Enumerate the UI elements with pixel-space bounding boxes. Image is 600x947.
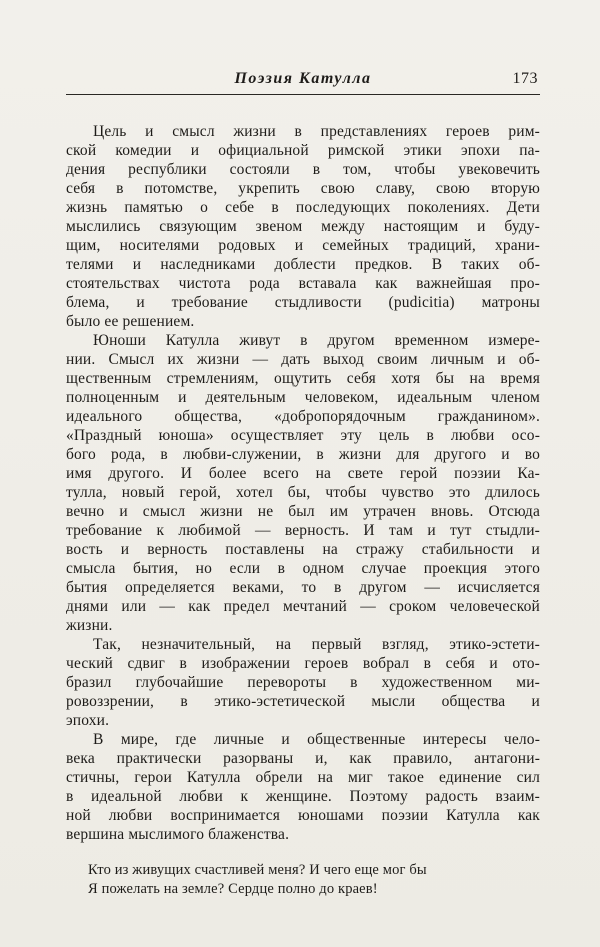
text-line: имя другого. И более всего на свете герой поэзии Ка- — [66, 465, 540, 482]
text-line: жизни. — [66, 617, 113, 634]
text-line: щим, носителями родовых и семейных традиций, храни- — [66, 237, 540, 254]
text-line: вечно и смысл жизни не был им утрачен вновь. Отсюда — [66, 503, 540, 520]
text-line: дения республики состояли в том, чтобы увековечить — [66, 161, 540, 178]
page-number: 173 — [512, 70, 538, 87]
running-title: Поэзия Катулла — [234, 70, 372, 87]
page-header — [66, 70, 540, 95]
text-line: требование к любимой — верность. И там и тут стыдли- — [66, 522, 540, 539]
text-line: телями и наследниками доблести предков. В таких об- — [66, 256, 540, 273]
text-line: бытия определяется веками, то в другом — исчисляется — [66, 579, 540, 596]
text-block — [66, 122, 540, 899]
text-line: Так, незначительный, на первый взгляд, этико-эстети- — [93, 636, 540, 653]
paragraph — [66, 635, 540, 730]
paragraph — [66, 122, 540, 331]
text-line: блема, и требование стыдливости (pudicitia) матроны — [66, 294, 540, 311]
text-line: было ее решением. — [66, 313, 195, 330]
text-line: смысла бытия, но если в одном случае проекция этого — [66, 560, 540, 577]
text-line: в идеальной любви к женщине. Поэтому радость взаим- — [66, 788, 540, 805]
text-line: полноценным и деятельным человеком, идеальным членом — [66, 389, 540, 406]
text-line: В мире, где личные и общественные интересы чело- — [93, 731, 540, 748]
text-line: днями или — как предел мечтаний — сроком человеческой — [66, 598, 540, 615]
text-line: мыслились связующим звеном между настоящим и буду- — [66, 218, 540, 235]
text-line: эпохи. — [66, 712, 110, 729]
text-line: тулла, новый герой, хотел бы, чтобы чувство это длилось — [66, 484, 540, 501]
text-line: стоятельствах чистота рода вставала как важнейшая про- — [66, 275, 540, 292]
text-line: стичны, герои Катулла обрели на миг такое единение сил — [66, 769, 540, 786]
text-line: себя в потомстве, укрепить свою славу, свою вторую — [66, 180, 540, 197]
paragraph — [66, 331, 540, 635]
paragraph — [66, 730, 540, 844]
text-line: Я пожелать на земле? Сердце полно до краев! — [88, 881, 378, 897]
text-line: щественным стремлениям, ощутить себя хотя бы на время — [66, 370, 540, 387]
text-line: бразил глубочайшие перевороты в художественном ми- — [66, 674, 540, 691]
text-line: вость и верность поставлены на стражу стабильности и — [66, 541, 540, 558]
text-line: ческий сдвиг в изображении героев вобрал в себя и ото- — [66, 655, 540, 672]
text-line: Юноши Катулла живут в другом временном измере- — [93, 332, 540, 349]
verse-quote — [66, 861, 540, 899]
text-line: Кто из живущих счастливей меня? И чего еще мог бы — [88, 862, 427, 878]
text-line: ной любви воспринимается юношами поэзии Катулла как — [66, 807, 540, 824]
text-line: Цель и смысл жизни в представлениях героев рим- — [93, 123, 540, 140]
text-line: ровоззрении, в этико-эстетической мысли общества и — [66, 693, 540, 710]
text-line: «Праздный юноша» осуществляет эту цель в любви осо- — [66, 427, 540, 444]
text-line: нии. Смысл их жизни — дать выход своим личным и об- — [66, 351, 540, 368]
text-line: жизнь памятью о себе в последующих поколениях. Дети — [66, 199, 540, 216]
text-line: вершина мыслимого блаженства. — [66, 826, 290, 843]
text-line: века практически разорваны и, как правило, антагони- — [66, 750, 540, 767]
text-line: бого рода, в любви-служении, в жизни для другого и во — [66, 446, 540, 463]
text-line: ской комедии и официальной римской этики эпохи па- — [66, 142, 540, 159]
text-line: идеального общества, «добропорядочным гражданином». — [66, 408, 540, 425]
